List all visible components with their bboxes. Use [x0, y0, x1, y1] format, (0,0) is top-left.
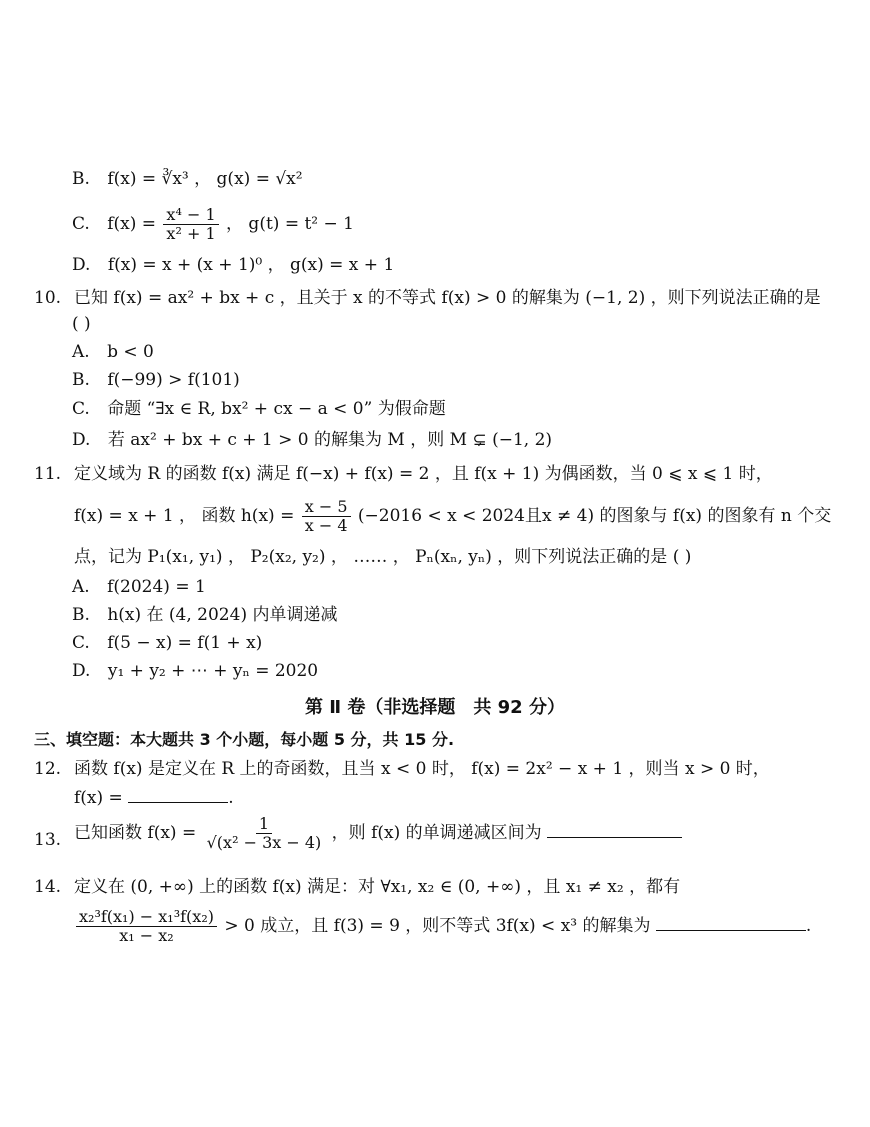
q13-denominator: √(x² − 3x − 4)	[206, 833, 322, 852]
q9-option-d-text: f(x) = x + (x + 1)⁰ ， g(x) = x + 1	[107, 255, 395, 275]
q14-number: 14.	[34, 877, 62, 897]
q9-option-b-text: f(x) = ∛x³ ， g(x) = √x²	[107, 169, 303, 189]
q11-h-denominator: x − 4	[304, 516, 348, 535]
q13-number: 13.	[34, 830, 62, 850]
q13-pre: 已知函数 f(x) =	[74, 823, 197, 843]
q9-option-c-numerator: x⁴ − 1	[163, 206, 218, 225]
q11-option-a-label: A.	[72, 577, 90, 597]
q11-number: 11.	[34, 464, 62, 484]
q10-option-a-text: b < 0	[107, 342, 154, 362]
q12-line2-text: f(x) =	[74, 788, 123, 808]
q10-answer-paren: ( )	[72, 314, 91, 334]
q13-numerator: 1	[256, 815, 272, 834]
q11-option-a	[72, 576, 206, 598]
q11-line1: 定义域为 R 的函数 f(x) 满足 f(−x) + f(x) = 2 ，且 f(x + 1) 为偶函数，当 0 ⩽ x ⩽ 1 时，	[74, 464, 773, 484]
q12-period: .	[228, 788, 234, 808]
q10-option-d-text: 若 ax² + bx + c + 1 > 0 的解集为 M ，则 M ⊊ (−1, 2)	[107, 430, 553, 450]
q9-option-c-lhs: f(x) =	[107, 214, 157, 234]
q11-line2	[74, 498, 831, 535]
q14-denominator: x₁ − x₂	[119, 926, 174, 945]
q10-option-b-label: B.	[72, 370, 90, 390]
part-3-heading: 三、填空题：本大题共 3 个小题，每小题 5 分，共 15 分.	[34, 730, 455, 749]
q10-option-b-text: f(−99) > f(101)	[107, 370, 240, 390]
q14-numerator: x₂³f(x₁) − x₁³f(x₂)	[76, 908, 217, 927]
q11-option-b-label: B.	[72, 605, 90, 625]
q11-line2-pre: f(x) = x + 1 ， 函数 h(x) =	[74, 506, 295, 526]
q14-line1: 定义在 (0, +∞) 上的函数 f(x) 满足：对 ∀x₁, x₂ ∈ (0, +∞) ，且 x₁ ≠ x₂ ，都有	[74, 877, 681, 897]
q10-option-a	[72, 341, 154, 363]
q10-option-c-text: 命题 “∃x ∈ R, bx² + cx − a < 0” 为假命题	[107, 399, 446, 419]
q11-option-d-label: D.	[72, 661, 91, 681]
q14-period: .	[805, 916, 812, 936]
q10-option-a-label: A.	[72, 342, 90, 362]
q9-option-c-denominator: x² + 1	[166, 224, 216, 243]
q11-option-c-text: f(5 − x) = f(1 + x)	[107, 633, 263, 653]
q9-option-b-label: B.	[72, 169, 90, 189]
q10-option-d-label: D.	[72, 430, 91, 450]
q14-line2	[74, 908, 811, 945]
q11-option-c-label: C.	[72, 633, 90, 653]
q12-number: 12.	[34, 759, 62, 779]
q11-option-d-text: y₁ + y₂ + ⋯ + yₙ = 2020	[107, 661, 319, 681]
q13-post: ，则 f(x) 的单调递减区间为	[331, 823, 542, 843]
q14-line2-post: > 0 成立，且 f(3) = 9 ，则不等式 3f(x) < x³ 的解集为	[224, 916, 651, 936]
section-2-title: 第 Ⅱ 卷（非选择题 共 92 分）	[305, 697, 565, 718]
q11-option-b-text: h(x) 在 (4, 2024) 内单调递减	[107, 605, 338, 625]
q14-fraction	[76, 908, 217, 945]
q12-answer-blank[interactable]	[128, 786, 228, 803]
q9-option-c-label: C.	[72, 214, 90, 234]
q11-h-numerator: x − 5	[302, 498, 351, 517]
q11-option-c	[72, 632, 262, 654]
q11-line2-post: (−2016 < x < 2024且x ≠ 4) 的图象与 f(x) 的图象有 n 个交	[357, 506, 832, 526]
q11-option-d	[72, 660, 318, 682]
q10-number: 10.	[34, 288, 62, 308]
q9-option-d	[72, 254, 394, 276]
q9-option-b	[72, 168, 303, 190]
q11-option-b	[72, 604, 337, 626]
q12-line1: 函数 f(x) 是定义在 R 上的奇函数，且当 x < 0 时， f(x) = 2x² − x + 1 ，则当 x > 0 时，	[74, 759, 770, 779]
q11-line3: 点，记为 P₁(x₁, y₁) ， P₂(x₂, y₂) ， …… ， Pₙ(xₙ, yₙ) ，则下列说法正确的是 ( )	[74, 547, 692, 567]
q12-line2	[74, 786, 234, 809]
q10-option-c-label: C.	[72, 399, 90, 419]
q9-option-c-fraction	[163, 206, 218, 243]
q10-stem: 已知 f(x) = ax² + bx + c ，且关于 x 的不等式 f(x) > 0 的解集为 (−1, 2) ，则下列说法正确的是	[74, 288, 821, 308]
q14-answer-blank[interactable]	[656, 914, 806, 931]
q10-option-d	[72, 429, 552, 451]
q10-option-b	[72, 369, 240, 391]
q9-option-c-g: ， g(t) = t² − 1	[226, 214, 354, 234]
q9-option-d-label: D.	[72, 255, 91, 275]
q9-option-c	[72, 206, 354, 243]
q13-fraction	[204, 815, 325, 852]
q13-line	[74, 815, 682, 852]
q11-option-a-text: f(2024) = 1	[107, 577, 206, 597]
q13-answer-blank[interactable]	[547, 821, 682, 838]
q11-h-fraction	[302, 498, 351, 535]
q10-option-c	[72, 398, 446, 420]
